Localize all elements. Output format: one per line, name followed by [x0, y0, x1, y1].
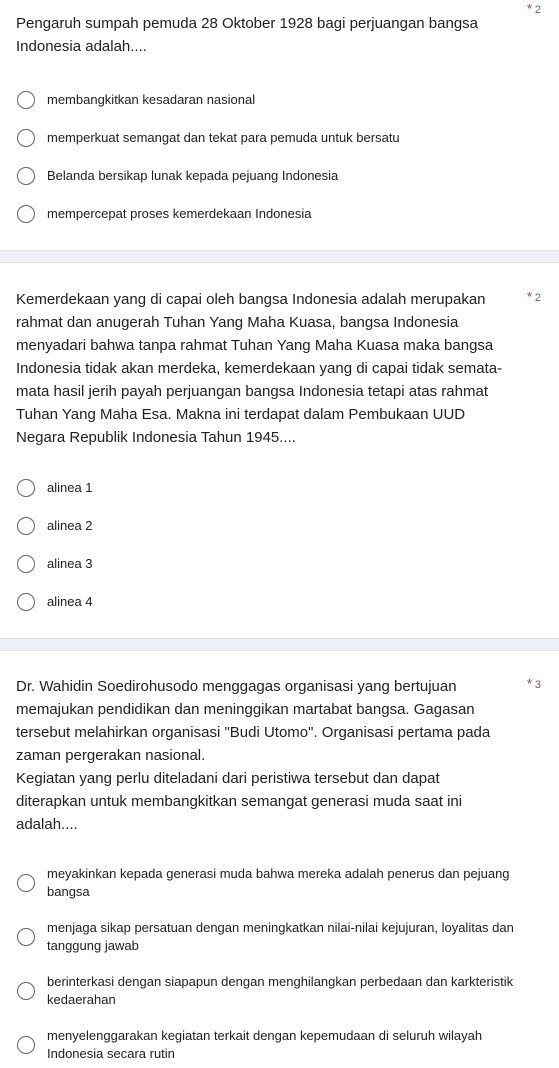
required-indicator — [527, 676, 541, 691]
radio-circle-icon[interactable] — [17, 1036, 35, 1054]
radio-circle-icon[interactable] — [17, 555, 35, 573]
option-radio-1[interactable] — [16, 860, 543, 906]
option-label: alinea 3 — [47, 556, 93, 571]
radio-circle-icon[interactable] — [17, 91, 35, 109]
radio-circle-icon[interactable] — [17, 874, 35, 892]
question-card-1 — [0, 0, 559, 250]
required-star: * — [526, 1, 532, 16]
option-label: menyelenggarakan kegiatan terkait dengan kepemudaan di seluruh wilayah Indonesia secara rutin — [47, 1028, 483, 1061]
section-divider — [0, 250, 559, 263]
points-label: 2 — [534, 4, 541, 16]
option-radio-1[interactable] — [16, 81, 543, 119]
option-radio-3[interactable] — [16, 968, 543, 1014]
radio-circle-icon[interactable] — [17, 928, 35, 946]
option-radio-3[interactable] — [16, 545, 543, 583]
option-radio-2[interactable] — [16, 914, 543, 960]
option-label: alinea 2 — [47, 518, 93, 533]
option-radio-3[interactable] — [16, 157, 543, 195]
option-label: membangkitkan kesadaran nasional — [47, 92, 256, 107]
option-radio-2[interactable] — [16, 119, 543, 157]
option-label: alinea 4 — [47, 594, 93, 609]
question-text-continued: Kegiatan yang perlu diteladani dari peristiwa tersebut dan dapat diterapkan untuk membangkitkan semangat generasi muda saat ini adalah.... — [16, 770, 463, 833]
radio-circle-icon[interactable] — [17, 205, 35, 223]
radio-circle-icon[interactable] — [17, 167, 35, 185]
required-star: * — [526, 676, 532, 691]
option-label: mempercepat proses kemerdekaan Indonesia — [47, 206, 312, 221]
option-label: meyakinkan kepada generasi muda bahwa mereka adalah penerus dan pejuang bangsa — [47, 866, 510, 899]
radio-circle-icon[interactable] — [17, 982, 35, 1000]
question-text: Dr. Wahidin Soedirohusodo menggagas organisasi yang bertujuan memajukan pendidikan dan meninggikan martabat bangsa. Gagasan tersebut melahirkan organisasi "Budi Utomo". Organisasi pertama pada zaman pergerakan nasional. — [16, 678, 491, 764]
question-card-3 — [0, 651, 559, 1064]
option-radio-1[interactable] — [16, 469, 543, 507]
question-text: Pengaruh sumpah pemuda 28 Oktober 1928 bagi perjuangan bangsa Indonesia adalah.... — [16, 15, 479, 55]
radio-circle-icon[interactable] — [17, 517, 35, 535]
required-indicator — [527, 1, 541, 16]
radio-circle-icon[interactable] — [17, 129, 35, 147]
points-label: 2 — [534, 292, 541, 304]
option-label: memperkuat semangat dan tekat para pemuda untuk bersatu — [47, 130, 400, 145]
option-label: berinterkasi dengan siapapun dengan menghilangkan perbedaan dan karkteristik kedaerahan — [47, 974, 514, 1007]
option-radio-2[interactable] — [16, 507, 543, 545]
option-radio-4[interactable] — [16, 195, 543, 233]
question-card-2 — [0, 263, 559, 638]
question-text: Kemerdekaan yang di capai oleh bangsa Indonesia adalah merupakan rahmat dan anugerah Tuhan Yang Maha Kuasa, bangsa Indonesia menyadari bahwa tanpa rahmat Tuhan Yang Maha Kuasa maka bangsa Indonesia tidak akan merdeka, kemerdekaan yang di capai tidak semata-mata hasil jerih payah perjuangan bangsa Indonesia tetapi atas rahmat Tuhan Yang Maha Esa. Makna ini terdapat dalam Pembukaan UUD Negara Republik Indonesia Tahun 1945.... — [16, 291, 503, 446]
points-label: 3 — [534, 679, 541, 691]
option-radio-4[interactable] — [16, 1022, 543, 1068]
radio-circle-icon[interactable] — [17, 479, 35, 497]
option-label: menjaga sikap persatuan dengan meningkatkan nilai-nilai kejujuran, loyalitas dan tanggung jawab — [47, 920, 514, 953]
option-radio-4[interactable] — [16, 583, 543, 621]
radio-circle-icon[interactable] — [17, 593, 35, 611]
required-star: * — [526, 289, 532, 304]
option-label: Belanda bersikap lunak kepada pejuang Indonesia — [47, 168, 339, 183]
section-divider — [0, 638, 559, 651]
option-label: alinea 1 — [47, 480, 93, 495]
required-indicator — [527, 289, 541, 304]
